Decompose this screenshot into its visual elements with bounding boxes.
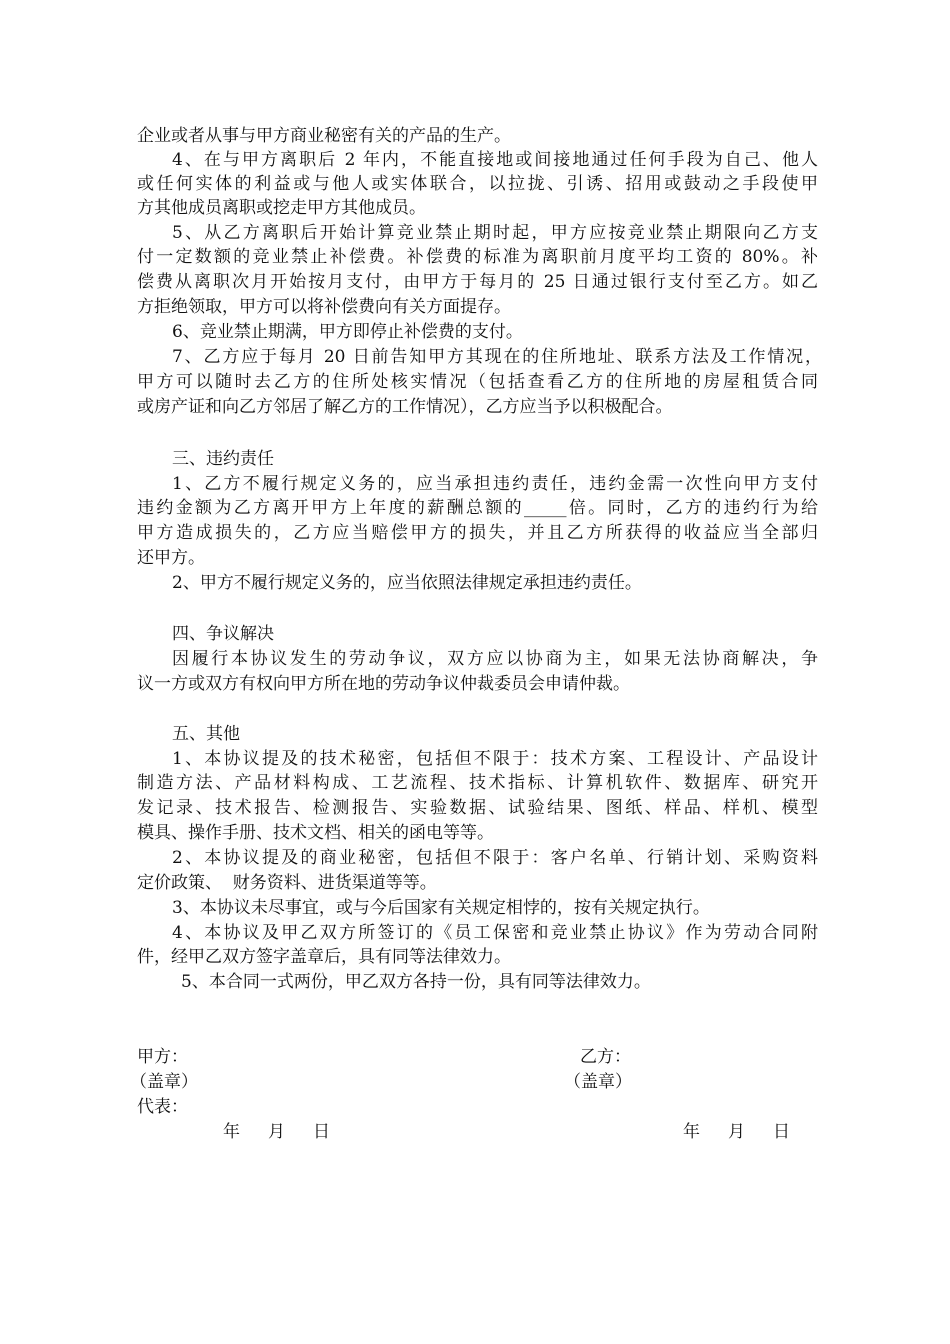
s3-item-1-line-4: 还甲方。 xyxy=(137,548,205,568)
item-4-line-1: 4、在与甲方离职后 2 年内，不能直接地或间接地通过任何手段为自己、他人 xyxy=(172,150,818,170)
s5-item-1-line-2: 制造方法、产品材料构成、工艺流程、技术指标、计算机软件、数据库、研究开 xyxy=(137,773,818,793)
s5-item-1-line-3: 发记录、技术报告、检测报告、实验数据、试验结果、图纸、样品、样机、模型 xyxy=(137,798,818,818)
month-label: 月 xyxy=(268,1122,285,1142)
item-4-line-3: 方其他成员离职或挖走甲方其他成员。 xyxy=(137,198,426,218)
party-a-date xyxy=(223,1120,358,1144)
item-7-line-1: 7、乙方应于每月 20 日前告知甲方其现在的住所地址、联系方法及工作情况， xyxy=(172,347,822,367)
item-7-line-2: 甲方可以随时去乙方的住所处核实情况（包括查看乙方的住所地的房屋租赁合同 xyxy=(137,372,818,392)
party-a-label: 甲方： xyxy=(137,1047,188,1067)
item-5-line-4: 方拒绝领取，甲方可以将补偿费向有关方面提存。 xyxy=(137,297,511,317)
s5-item-1-line-1: 1、本协议提及的技术秘密，包括但不限于：技术方案、工程设计、产品设计 xyxy=(172,749,818,769)
paragraph-line: 企业或者从事与甲方商业秘密有关的产品的生产。 xyxy=(137,126,511,146)
party-a-seal: （盖章） xyxy=(130,1072,198,1092)
s5-item-5-line: 5、本合同一式两份，甲乙双方各持一份，具有同等法律效力。 xyxy=(181,972,651,992)
s3-item-1-line-3: 甲方造成损失的，乙方应当赔偿甲方的损失，并且乙方所获得的收益应当全部归 xyxy=(137,523,818,543)
section-5-heading: 五、其他 xyxy=(172,724,240,744)
s5-item-1-line-4: 模具、操作手册、技术文档、相关的函电等等。 xyxy=(137,823,494,843)
s5-item-2-line-2: 定价政策、 财务资料、进货渠道等等。 xyxy=(137,873,437,893)
s5-item-3-line: 3、本协议未尽事宜，或与今后国家有关规定相悖的，按有关规定执行。 xyxy=(172,898,710,918)
item-4-line-2: 或任何实体的利益或与他人或实体联合，以拉拢、引诱、招用或鼓动之手段使甲 xyxy=(137,174,818,194)
item-5-line-3: 偿费从离职次月开始按月支付，由甲方于每月的 25 日通过银行支付至乙方。如乙 xyxy=(137,272,818,292)
section-4-heading: 四、争议解决 xyxy=(172,624,274,644)
day-label: 日 xyxy=(773,1122,790,1142)
item-6-line: 6、竞业禁止期满，甲方即停止补偿费的支付。 xyxy=(172,322,523,342)
item-5-line-2: 付一定数额的竞业禁止补偿费。补偿费的标准为离职前月度平均工资的 80%。补 xyxy=(137,247,818,267)
section-3-heading: 三、违约责任 xyxy=(172,449,274,469)
s3-item-1-line-1: 1、乙方不履行规定义务的，应当承担违约责任，违约金需一次性向甲方支付 xyxy=(172,474,818,494)
s5-item-2-line-1: 2、本协议提及的商业秘密，包括但不限于：客户名单、行销计划、采购资料 xyxy=(172,848,818,868)
s4-body-line-1: 因履行本协议发生的劳动争议，双方应以协商为主，如果无法协商解决，争 xyxy=(172,649,818,669)
s4-body-line-2: 议一方或双方有权向甲方所在地的劳动争议仲裁委员会申请仲裁。 xyxy=(137,674,630,694)
representative-label: 代表： xyxy=(137,1097,188,1117)
year-label: 年 xyxy=(683,1122,700,1142)
day-label: 日 xyxy=(313,1122,330,1142)
party-b-date xyxy=(683,1120,818,1144)
s5-item-4-line-2: 件，经甲乙双方签字盖章后，具有同等法律效力。 xyxy=(137,947,511,967)
year-label: 年 xyxy=(223,1122,240,1142)
s3-item-1-line-2: 违约金额为乙方离开甲方上年度的薪酬总额的_____倍。同时，乙方的违约行为给 xyxy=(137,498,818,518)
party-b-seal: （盖章） xyxy=(564,1072,632,1092)
s3-item-2-line: 2、甲方不履行规定义务的，应当依照法律规定承担违约责任。 xyxy=(172,573,642,593)
item-5-line-1: 5、从乙方离职后开始计算竞业禁止期时起，甲方应按竞业禁止期限向乙方支 xyxy=(172,223,818,243)
party-b-label: 乙方： xyxy=(580,1047,631,1067)
s5-item-4-line-1: 4、本协议及甲乙双方所签订的《员工保密和竞业禁止协议》作为劳动合同附 xyxy=(172,923,818,943)
month-label: 月 xyxy=(728,1122,745,1142)
item-7-line-3: 或房产证和向乙方邻居了解乙方的工作情况），乙方应当予以积极配合。 xyxy=(137,397,673,417)
